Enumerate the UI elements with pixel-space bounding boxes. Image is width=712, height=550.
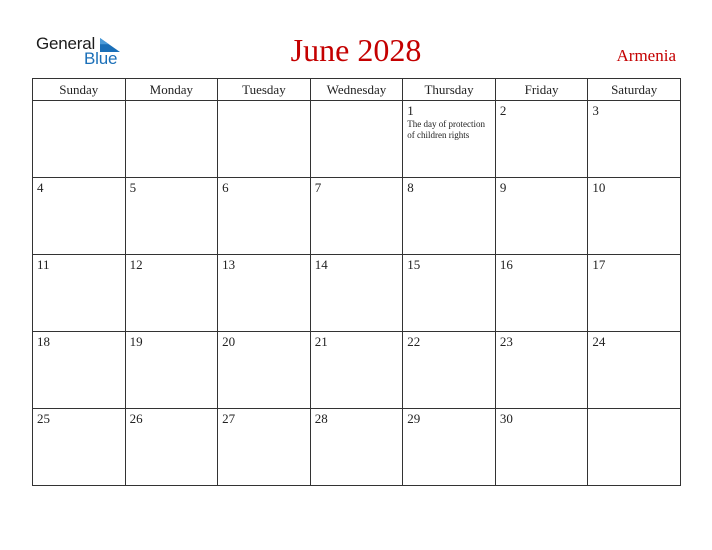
day-cell — [588, 255, 681, 332]
day-cell — [588, 101, 681, 178]
day-cell — [218, 178, 311, 255]
day-number: 9 — [499, 180, 507, 195]
calendar-grid — [32, 78, 681, 486]
day-number: 5 — [129, 180, 137, 195]
weekday-header: Sunday — [33, 79, 126, 101]
day-number: 25 — [37, 411, 50, 426]
day-cell — [495, 255, 588, 332]
day-number: 17 — [592, 257, 606, 272]
day-cell — [125, 101, 218, 178]
day-number: 30 — [499, 411, 513, 426]
day-number: 22 — [407, 334, 421, 349]
day-number: 28 — [314, 411, 328, 426]
weekday-header: Tuesday — [218, 79, 311, 101]
weekday-header: Wednesday — [310, 79, 403, 101]
day-cell — [403, 178, 496, 255]
day-cell — [310, 101, 403, 178]
week-row — [33, 409, 681, 486]
day-number: 16 — [499, 257, 513, 272]
day-cell — [495, 101, 588, 178]
country-label: Armenia — [616, 46, 676, 65]
weekday-header-row — [33, 79, 681, 101]
day-cell — [588, 178, 681, 255]
day-cell — [33, 101, 126, 178]
day-cell — [218, 101, 311, 178]
day-cell — [125, 178, 218, 255]
weekday-header: Saturday — [588, 79, 681, 101]
day-number: 8 — [407, 180, 414, 195]
day-number: 12 — [129, 257, 143, 272]
day-number: 26 — [129, 411, 143, 426]
day-number: 29 — [407, 411, 421, 426]
day-number: 18 — [37, 334, 50, 349]
holiday-label: The day of protection of children rights — [407, 119, 485, 140]
weekday-header: Monday — [125, 79, 218, 101]
page-title: June 2028 — [290, 32, 422, 68]
day-cell — [403, 332, 496, 409]
day-number: 7 — [314, 180, 322, 195]
logo-text-blue: Blue — [84, 49, 118, 68]
day-cell — [495, 332, 588, 409]
day-cell — [588, 332, 681, 409]
day-cell — [310, 409, 403, 486]
day-cell — [588, 409, 681, 486]
day-cell — [125, 409, 218, 486]
day-cell — [125, 255, 218, 332]
day-cell — [403, 255, 496, 332]
day-cell — [403, 409, 496, 486]
weekday-header: Friday — [495, 79, 588, 101]
day-number: 23 — [499, 334, 513, 349]
week-row — [33, 255, 681, 332]
day-number: 13 — [222, 257, 236, 272]
day-cell — [310, 178, 403, 255]
day-number: 15 — [407, 257, 421, 272]
day-cell — [310, 332, 403, 409]
day-cell — [310, 255, 403, 332]
day-cell — [218, 409, 311, 486]
day-number: 24 — [592, 334, 606, 349]
day-cell — [33, 178, 126, 255]
day-number: 2 — [499, 103, 507, 118]
day-number: 19 — [129, 334, 143, 349]
day-cell — [33, 332, 126, 409]
week-row — [33, 178, 681, 255]
week-row — [33, 101, 681, 178]
week-row — [33, 332, 681, 409]
day-number: 10 — [592, 180, 606, 195]
day-cell — [218, 332, 311, 409]
day-cell — [218, 255, 311, 332]
weekday-header: Thursday — [403, 79, 496, 101]
day-cell — [125, 332, 218, 409]
logo-text-general: General — [36, 34, 96, 53]
day-number: 11 — [37, 257, 50, 272]
day-number: 6 — [222, 180, 229, 195]
day-number: 20 — [222, 334, 236, 349]
day-number: 14 — [314, 257, 328, 272]
day-cell — [495, 178, 588, 255]
day-number: 1 — [407, 103, 414, 118]
day-cell — [33, 255, 126, 332]
day-number: 21 — [314, 334, 328, 349]
day-cell — [33, 409, 126, 486]
day-number: 4 — [37, 180, 44, 195]
day-cell — [495, 409, 588, 486]
day-cell — [403, 101, 496, 178]
day-number: 3 — [592, 103, 599, 118]
day-number: 27 — [222, 411, 236, 426]
